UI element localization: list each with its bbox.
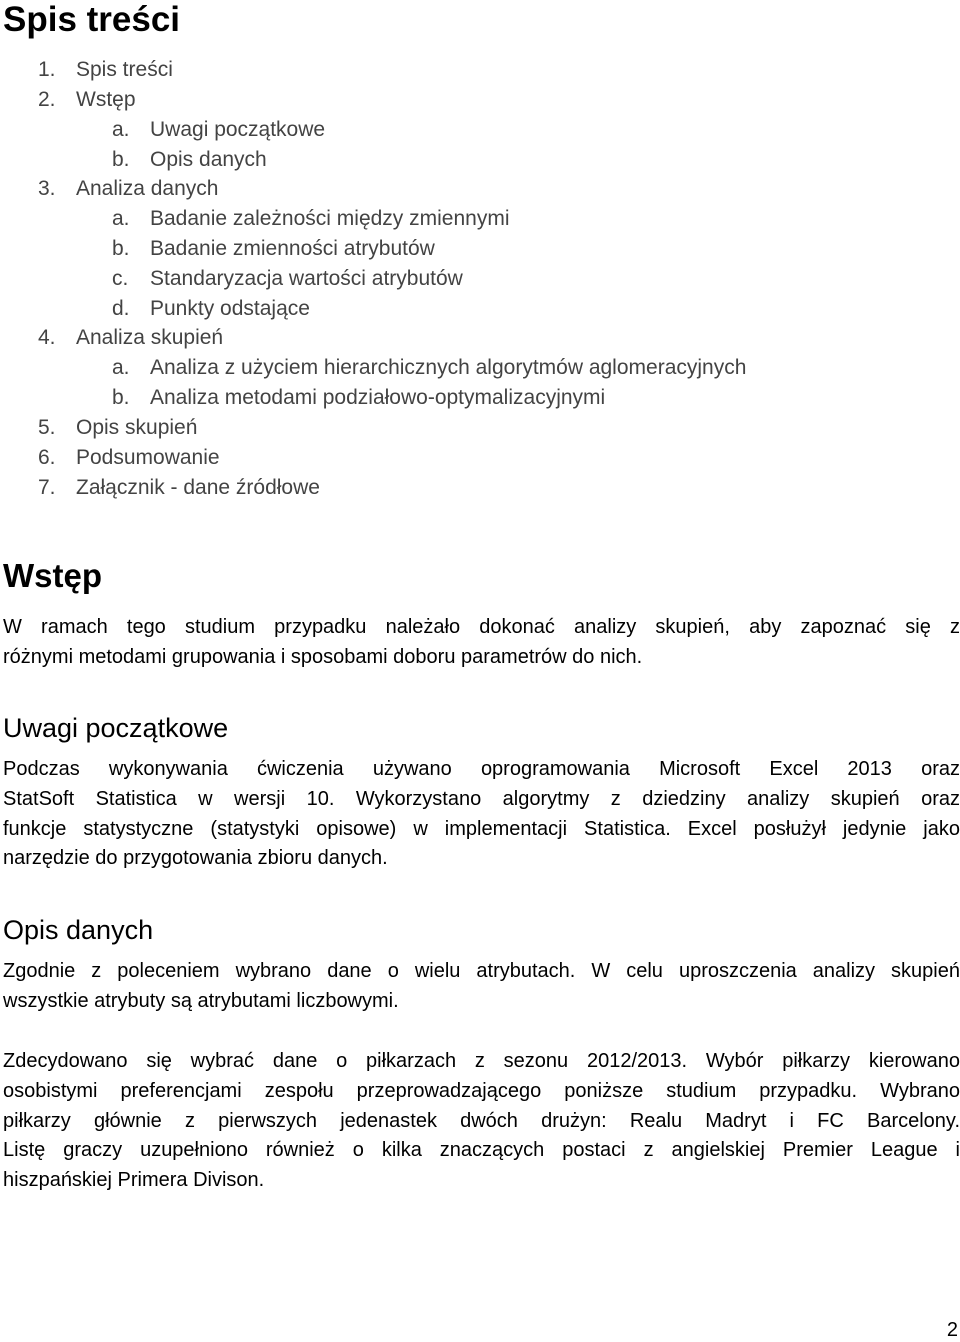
toc-item-number: 4. (38, 326, 56, 349)
paragraph-line: piłkarzy głównie z pierwszych jedenastek dwóch drużyn: Realu Madryt i FC Barcelony. (3, 1109, 960, 1132)
toc-item-number: 6. (38, 446, 56, 469)
toc-title: Spis treści (3, 0, 181, 39)
toc-item-number: 3. (38, 177, 56, 200)
toc-item-label: Opis danych (150, 148, 267, 171)
toc-item-number: a. (112, 356, 130, 379)
toc-item-label: Analiza metodami podziałowo-optymalizacyjnymi (150, 386, 606, 409)
paragraph-line: osobistymi preferencjami zespołu przeprowadzającego poniższe studium przypadku. Wybrano (3, 1079, 960, 1102)
section-heading-wstep: Wstęp (3, 557, 102, 594)
section-heading-uwagi: Uwagi początkowe (3, 713, 229, 743)
toc-item-number: a. (112, 207, 130, 230)
toc-item-label: Uwagi początkowe (150, 118, 326, 141)
paragraph-wstep (3, 613, 960, 673)
toc-item-number: b. (112, 237, 130, 260)
toc-item-number: 2. (38, 88, 56, 111)
toc-item-label: Badanie zależności między zmiennymi (150, 207, 510, 230)
paragraph-opis-2 (3, 1047, 960, 1196)
toc-item-number: c. (112, 267, 129, 290)
toc-item-label: Badanie zmienności atrybutów (150, 237, 435, 260)
toc-item-label: Opis skupień (76, 416, 198, 439)
toc-item-label: Spis treści (76, 58, 173, 81)
paragraph-line: hiszpańskiej Primera Divison. (3, 1169, 265, 1192)
toc-item-number: 7. (38, 476, 56, 499)
toc-item-label: Analiza danych (76, 177, 219, 200)
paragraph-line: StatSoft Statistica w wersji 10. Wykorzystano algorytmy z dziedziny analizy skupień oraz (3, 787, 960, 810)
toc-item-number: 5. (38, 416, 56, 439)
toc-item-number: b. (112, 386, 130, 409)
paragraph-line: wszystkie atrybuty są atrybutami liczbowymi. (3, 989, 399, 1012)
toc-item-number: 1. (38, 58, 56, 81)
section-heading-opis: Opis danych (3, 915, 154, 945)
toc-item-label: Załącznik - dane źródłowe (76, 476, 320, 499)
paragraph-line: funkcje statystyczne (statystyki opisowe) w implementacji Statistica. Excel posłużył jedynie jako (3, 817, 960, 840)
paragraph-line: Zgodnie z poleceniem wybrano dane o wielu atrybutach. W celu uproszczenia analizy skupień (3, 960, 960, 982)
paragraph-line: Zdecydowano się wybrać dane o piłkarzach z sezonu 2012/2013. Wybór piłkarzy kierowano (3, 1050, 960, 1072)
paragraph-line: narzędzie do przygotowania zbioru danych. (3, 847, 388, 870)
toc-item-label: Podsumowanie (76, 446, 220, 469)
toc-item-number: a. (112, 118, 130, 141)
page-number: 2 (946, 1319, 958, 1341)
paragraph-line: różnymi metodami grupowania i sposobami doboru parametrów do nich. (3, 645, 643, 668)
toc-item-number: b. (112, 148, 130, 171)
paragraph-uwagi (3, 755, 960, 874)
paragraph-line: Listę graczy uzupełniono również o kilka znaczących postaci z angielskiej Premier League i (3, 1139, 960, 1162)
toc-item-label: Standaryzacja wartości atrybutów (150, 267, 463, 290)
toc-item-label: Wstęp (76, 88, 136, 111)
toc-item-label: Analiza skupień (76, 326, 224, 349)
paragraph-line: W ramach tego studium przypadku należało dokonać analizy skupień, aby zapoznać się z (3, 616, 960, 638)
toc-item-label: Punkty odstające (150, 297, 310, 320)
paragraph-opis-1 (3, 957, 960, 1017)
toc-item-number: d. (112, 297, 130, 320)
paragraph-line: Podczas wykonywania ćwiczenia używano oprogramowania Microsoft Excel 2013 oraz (3, 758, 960, 780)
toc-item-label: Analiza z użyciem hierarchicznych algorytmów aglomeracyjnych (150, 356, 747, 379)
